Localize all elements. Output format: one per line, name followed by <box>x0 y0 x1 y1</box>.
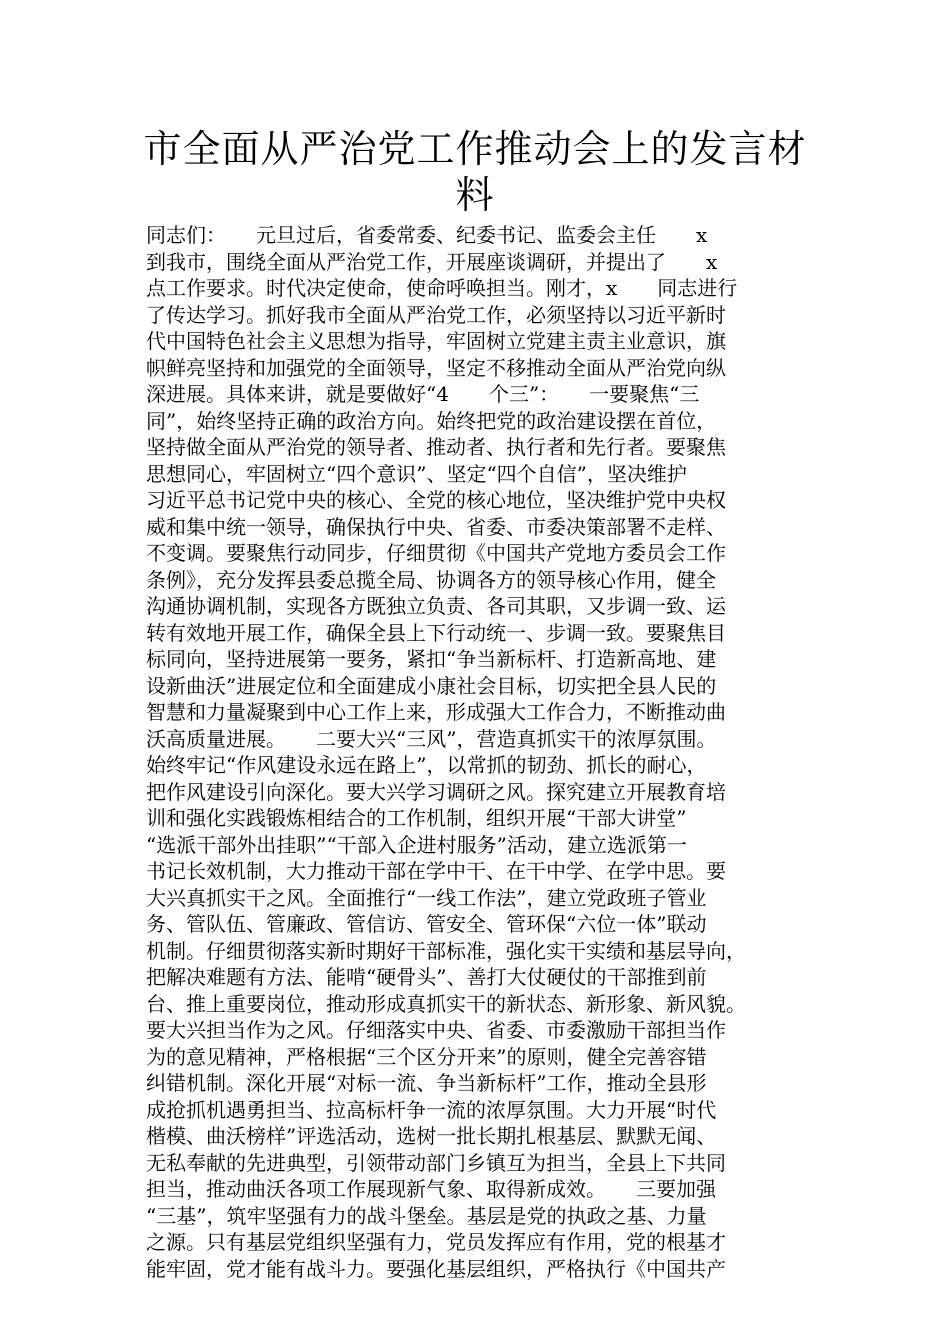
body-line: 沟通协调机制，实现各方既独立负责、各司其职，又步调一致、运 <box>146 594 726 618</box>
body-line: 纠错机制。深化开展“对标一流、争当新标杆”工作，推动全县形 <box>146 1071 707 1095</box>
body-line: 之源。只有基层党组织坚强有力，党员发挥应有作用，党的根基才 <box>146 1230 726 1254</box>
body-line: 无私奉献的先进典型，引领带动部门乡镇互为担当，全县上下共同 <box>146 1150 726 1175</box>
body-line: 到我市，围绕全面从严治党工作，开展座谈调研，并提出了 x <box>146 249 718 274</box>
body-line: 威和集中统一领导，确保执行中央、省委、市委决策部署不走样、 <box>146 514 726 539</box>
body-line: 训和强化实践锻炼相结合的工作机制，组织开展“干部大讲堂” <box>146 806 687 830</box>
body-line: 转有效地开展工作，确保全县上下行动统一、步调一致。要聚焦目 <box>146 620 726 645</box>
body-line: “三基”，筑牢坚强有力的战斗堡垒。基层是党的执政之基、力量 <box>146 1203 707 1228</box>
body-line: 台、推上重要岗位，推动形成真抓实干的新状态、新形象、新风貌。 <box>146 991 746 1016</box>
body-line: 成抢抓机遇勇担当、拉高标杆争一流的浓厚氛围。大力开展“时代 <box>146 1097 717 1122</box>
body-line: 务、管队伍、管廉政、管信访、管安全、管环保“六位一体”联动 <box>146 912 707 936</box>
body-line: 坚持做全面从严治党的领导者、推动者、执行者和先行者。要聚焦 <box>146 435 726 459</box>
body-line: 代中国特色社会主义思想为指导，牢固树立党建主责主业意识，旗 <box>146 329 726 353</box>
title-line-1: 市全面从严治党工作推动会上的发言材 <box>143 127 807 171</box>
body-line: 把解决难题有方法、能啃“硬骨头”、善打大仗硬仗的干部推到前 <box>146 965 707 989</box>
body-line: 机制。仔细贯彻落实新时期好干部标准，强化实干实绩和基层导向， <box>146 938 746 963</box>
body-line: 同”，始终坚持正确的政治方向。始终把党的政治建设摆在首位， <box>146 408 717 433</box>
body-line: 要大兴担当作为之风。仔细落实中央、省委、市委激励干部担当作 <box>146 1018 726 1042</box>
body-line: 能牢固，党才能有战斗力。要强化基层组织，严格执行《中国共产 <box>146 1256 726 1281</box>
body-line: 不变调。要聚焦行动同步，仔细贯彻《中国共产党地方委员会工作 <box>146 541 726 565</box>
body-line: 书记长效机制，大力推动干部在学中干、在干中学、在学中思。要 <box>146 859 726 883</box>
body-line: 同志们： 元旦过后，省委常委、纪委书记、监委会主任 x <box>146 223 708 247</box>
body-line: 楷模、曲沃榜样”评选活动，选树一批长期扎根基层、默默无闻、 <box>146 1124 717 1148</box>
body-line: 帜鲜亮坚持和加强党的全面领导，坚定不移推动全面从严治党向纵 <box>146 355 726 380</box>
body-line: 设新曲沃”进展定位和全面建成小康社会目标，切实把全县人民的 <box>146 673 717 698</box>
body-line: “选派干部外出挂职”“干部入企进村服务”活动，建立选派第一 <box>146 832 687 857</box>
body-line: 点工作要求。时代决定使命，使命呼唤担当。刚才，x 同志进行 <box>146 276 738 300</box>
body-line: 大兴真抓实干之风。全面推行“一线工作法”，建立党政班子管业 <box>146 885 707 910</box>
body-line: 标同向，坚持进展第一要务，紧扣“争当新标杆、打造新高地、建 <box>146 647 717 671</box>
body-line: 条例》，充分发挥县委总揽全局、协调各方的领导核心作用，健全 <box>146 567 716 592</box>
body-line: 把作风建设引向深化。要大兴学习调研之风。探究建立开展教育培 <box>146 779 726 804</box>
body-line: 了传达学习。抓好我市全面从严治党工作，必须坚持以习近平新时 <box>146 302 726 327</box>
body-line: 为的意见精神，严格根据“三个区分开来”的原则，健全完善容错 <box>146 1044 707 1069</box>
document-body <box>146 222 826 1282</box>
body-line: 智慧和力量凝聚到中心工作上来，形成强大工作合力，不断推动曲 <box>146 700 726 724</box>
body-line: 担当，推动曲沃各项工作展现新气象、取得新成效。 三要加强 <box>146 1177 716 1201</box>
body-line: 始终牢记“作风建设永远在路上”，以常抓的韧劲、抓长的耐心， <box>146 753 707 777</box>
body-line: 思想同心，牢固树立“四个意识”、坚定“四个自信”，坚决维护 <box>146 461 687 486</box>
title-line-2: 料 <box>455 173 495 217</box>
body-line: 习近平总书记党中央的核心、全党的核心地位，坚决维护党中央权 <box>146 488 726 512</box>
body-line: 深进展。具体来讲，就是要做好“4 个三”： 一要聚焦“三 <box>146 382 700 406</box>
body-line: 沃高质量进展。 二要大兴“三风”，营造真抓实干的浓厚氛围。 <box>146 726 717 751</box>
document-title <box>120 126 830 218</box>
